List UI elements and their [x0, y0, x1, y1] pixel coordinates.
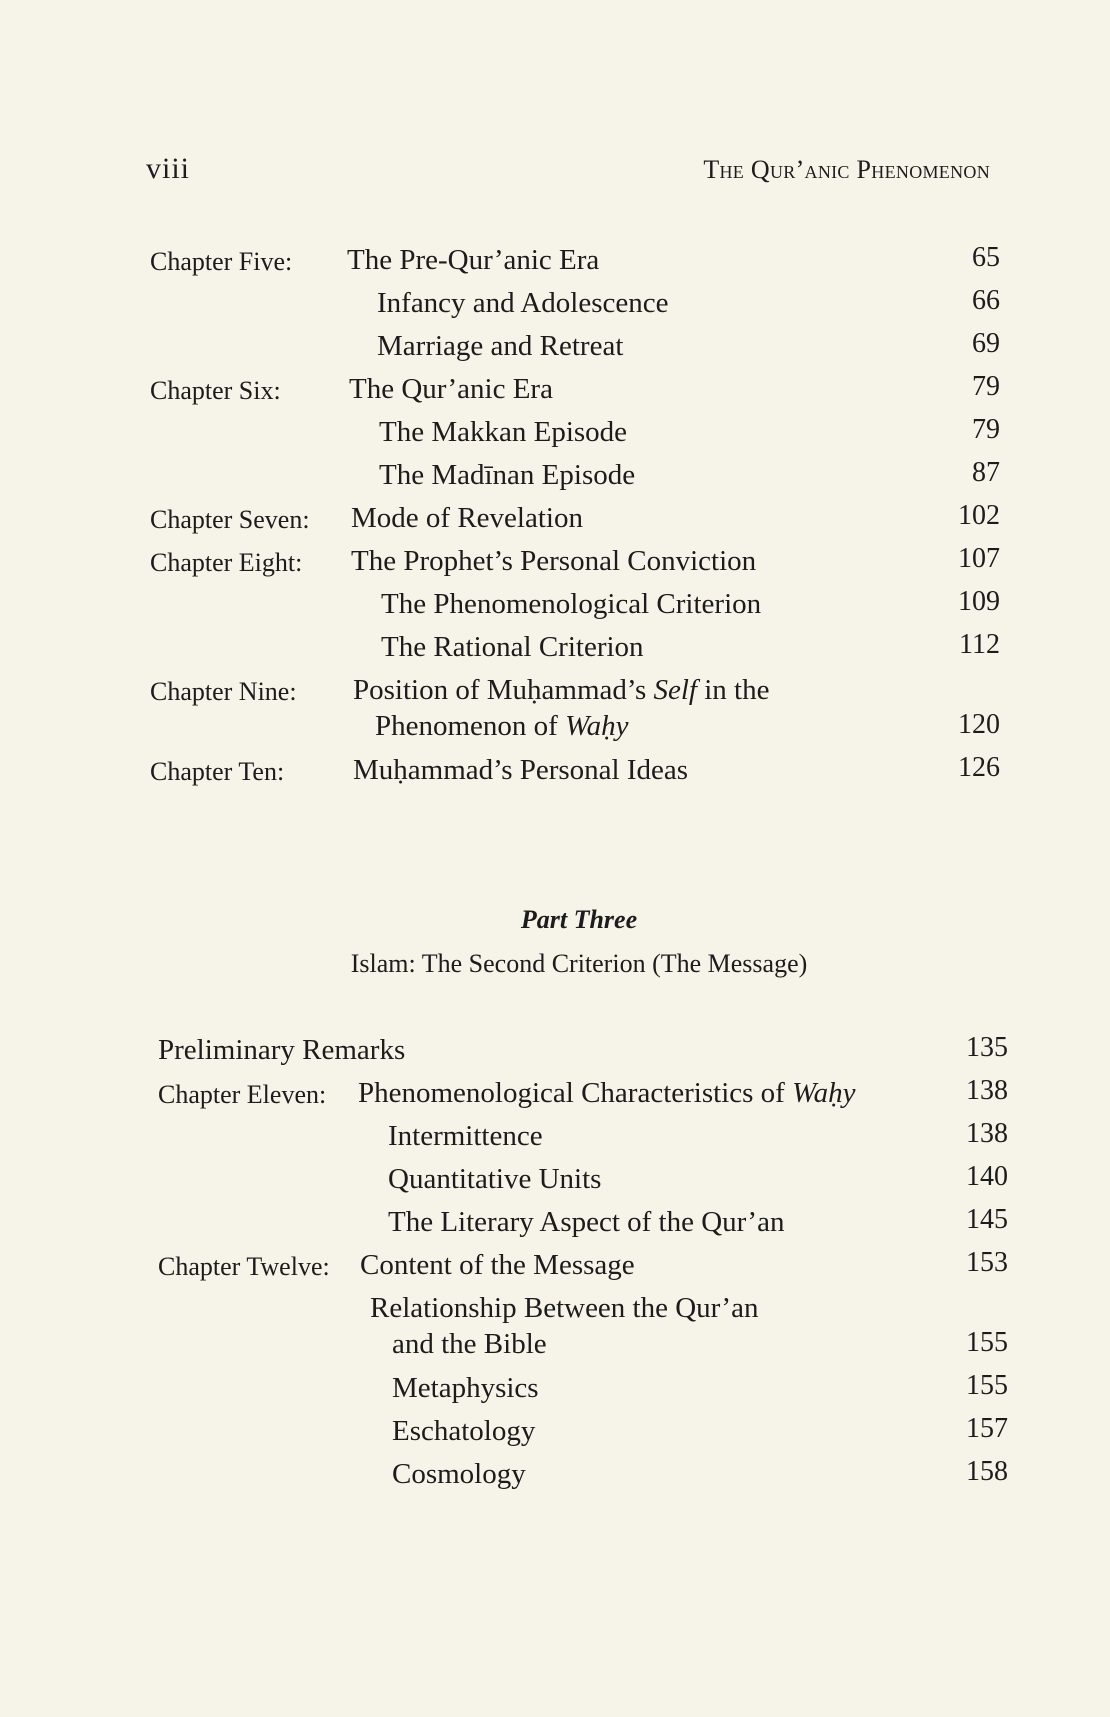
entry-title: Marriage and Retreat [377, 330, 624, 362]
entry-page: 102 [958, 500, 1000, 531]
toc-part-three [158, 1032, 1008, 1499]
entry-page: 155 [966, 1370, 1008, 1401]
chapter-label: Chapter Eight: [150, 548, 303, 577]
entry-title: Mode of Revelation [351, 502, 583, 534]
toc-entry [158, 1370, 1008, 1413]
entry-title-text: Phenomenological Characteristics of [358, 1077, 793, 1109]
toc-entry [150, 371, 1000, 414]
entry-title: Infancy and Adolescence [377, 287, 669, 319]
entry-title [370, 1290, 758, 1362]
entry-title [358, 1075, 855, 1111]
part-heading [0, 905, 1110, 979]
toc-entry [158, 1247, 1008, 1290]
entry-page: 126 [958, 752, 1000, 783]
entry-title-text: in the [696, 674, 770, 706]
chapter-label: Chapter Ten: [150, 757, 285, 786]
toc-entry [150, 414, 1000, 457]
entry-title: The Phenomenological Criterion [381, 588, 762, 620]
toc-entry [158, 1290, 1008, 1370]
chapter-label: Chapter Twelve: [158, 1252, 330, 1281]
entry-title: The Rational Criterion [381, 631, 644, 663]
toc-entry [150, 629, 1000, 672]
toc-entry [150, 752, 1000, 795]
toc-entry [150, 672, 1000, 752]
entry-page: 79 [972, 371, 1000, 402]
entry-page: 107 [958, 543, 1000, 574]
toc-entry [150, 500, 1000, 543]
entry-title-italic: Waḥy [792, 1077, 856, 1109]
entry-title-text: Position of Muḥammad’s [353, 674, 654, 706]
chapter-label: Chapter Five: [150, 247, 293, 276]
entry-page: 87 [972, 457, 1000, 488]
toc-entry [150, 543, 1000, 586]
toc-entry [150, 457, 1000, 500]
entry-page: 155 [966, 1327, 1008, 1358]
entry-title-text: Relationship Between the Qur’an [370, 1292, 759, 1324]
entry-page: 145 [966, 1204, 1008, 1235]
entry-page: 66 [972, 285, 1000, 316]
entry-title: The Qur’anic Era [349, 373, 553, 405]
entry-page: 112 [959, 629, 1000, 660]
toc-entry [158, 1032, 1008, 1075]
entry-page: 158 [966, 1456, 1008, 1487]
toc-entry [158, 1161, 1008, 1204]
chapter-label: Chapter Eleven: [158, 1080, 327, 1109]
entry-page: 69 [972, 328, 1000, 359]
entry-page: 140 [966, 1161, 1008, 1192]
entry-title: Content of the Message [360, 1249, 635, 1281]
entry-page: 120 [958, 709, 1000, 740]
entry-page: 138 [966, 1075, 1008, 1106]
part-title: Part Three [520, 905, 638, 934]
entry-title: Quantitative Units [388, 1163, 602, 1195]
chapter-label: Chapter Nine: [150, 677, 297, 706]
entry-title: Eschatology [392, 1415, 536, 1447]
entry-title: Intermittence [388, 1120, 543, 1152]
entry-page: 109 [958, 586, 1000, 617]
entry-title-line2 [353, 708, 769, 744]
toc-entry [150, 242, 1000, 285]
entry-title: The Madīnan Episode [379, 459, 636, 491]
chapter-label: Chapter Six: [150, 376, 281, 405]
entry-page: 65 [972, 242, 1000, 273]
entry-title: Cosmology [392, 1458, 526, 1490]
part-subtitle: Islam: The Second Criterion (The Message) [350, 949, 808, 978]
entry-title: The Makkan Episode [379, 416, 628, 448]
entry-title-italic: Waḥy [565, 710, 629, 742]
entry-page: 157 [966, 1413, 1008, 1444]
chapter-label: Chapter Seven: [150, 505, 310, 534]
entry-title: Preliminary Remarks [158, 1034, 406, 1066]
page-number: viii [146, 152, 191, 185]
entry-title: The Literary Aspect of the Qur’an [388, 1206, 785, 1238]
entry-title-italic: Self [653, 674, 697, 706]
entry-page: 135 [966, 1032, 1008, 1063]
entry-title [353, 672, 769, 744]
toc-entry [158, 1456, 1008, 1499]
entry-title: Muḥammad’s Personal Ideas [353, 754, 689, 786]
toc-entry [158, 1118, 1008, 1161]
entry-page: 138 [966, 1118, 1008, 1149]
toc-entry [158, 1075, 1008, 1118]
entry-page: 153 [966, 1247, 1008, 1278]
entry-title-text: Phenomenon of [375, 710, 566, 742]
toc-part-two [150, 242, 1000, 795]
entry-title: The Prophet’s Personal Conviction [351, 545, 757, 577]
entry-title-line2: and the Bible [392, 1328, 547, 1360]
entry-title: Metaphysics [392, 1372, 539, 1404]
toc-entry [150, 285, 1000, 328]
book-title: The Qur’anic Phenomenon [703, 155, 990, 184]
running-head [146, 152, 990, 186]
entry-page: 79 [972, 414, 1000, 445]
toc-entry [158, 1413, 1008, 1456]
toc-entry [150, 586, 1000, 629]
entry-title: The Pre-Qur’anic Era [347, 244, 600, 276]
toc-entry [158, 1204, 1008, 1247]
toc-entry [150, 328, 1000, 371]
